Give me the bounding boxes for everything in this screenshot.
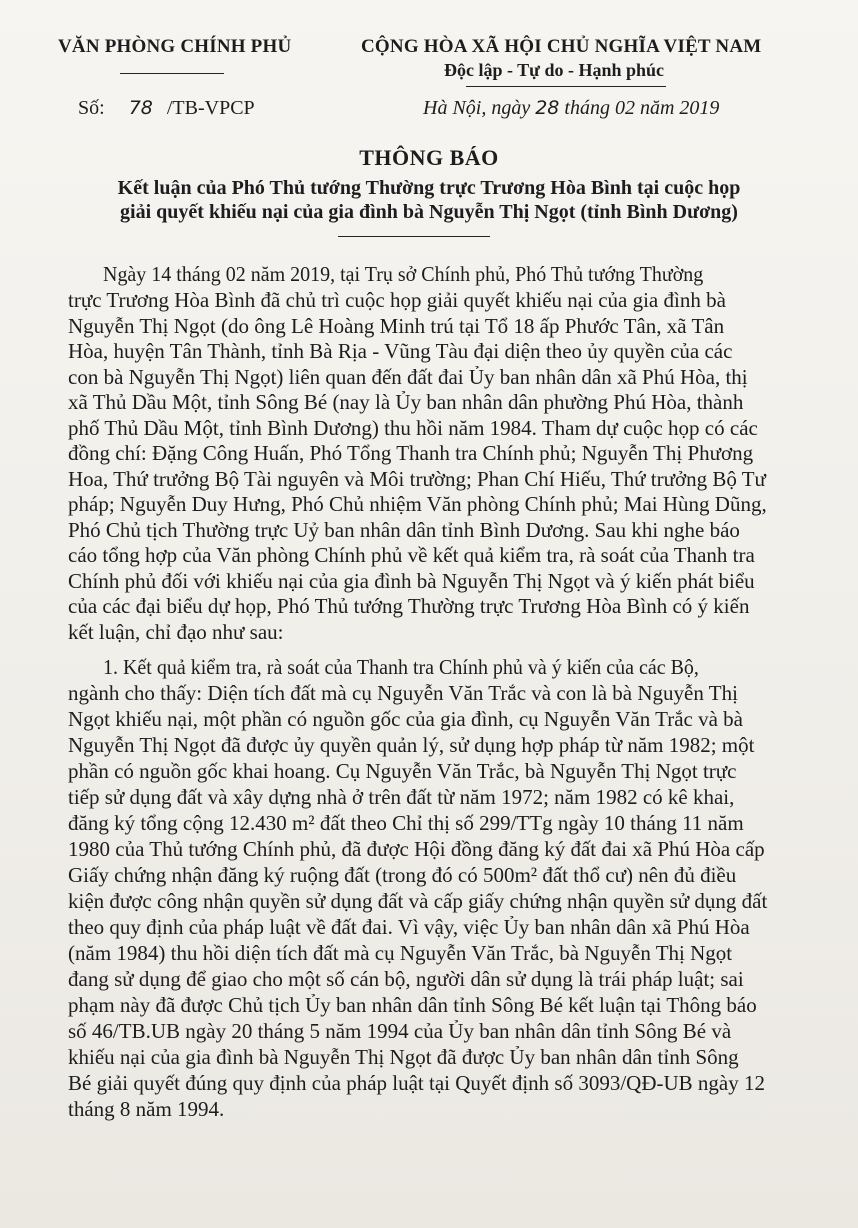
body-line: Hoa, Thứ trưởng Bộ Tài nguyên và Môi trường; Phan Chí Hiếu, Thứ trưởng Bộ Tư bbox=[68, 467, 766, 491]
body-line: theo quy định của pháp luật về đất đai. Vì vậy, việc Ủy ban nhân dân xã Phú Hòa bbox=[68, 915, 750, 939]
body-line: đang sử dụng để giao cho một số cán bộ, người dân sử dụng là trái pháp luật; sai bbox=[68, 967, 744, 991]
body-line: của các đại biểu dự họp, Phó Thủ tướng Thường trực Trương Hòa Bình có ý kiến bbox=[68, 594, 750, 618]
body-line: ngành cho thấy: Diện tích đất mà cụ Nguyễn Văn Trắc và con là bà Nguyễn Thị bbox=[68, 681, 738, 705]
date-day: 28 bbox=[535, 97, 560, 119]
body-line: khiếu nại của gia đình bà Nguyễn Thị Ngọt đã được Ủy ban nhân dân tỉnh Sông bbox=[68, 1045, 739, 1069]
body-line: Nguyễn Thị Ngọt đã được ủy quyền quản lý, sử dụng hợp pháp từ năm 1982; một bbox=[68, 733, 755, 757]
national-motto: Độc lập - Tự do - Hạnh phúc bbox=[444, 60, 665, 80]
body-line: (năm 1984) thu hồi diện tích đất mà cụ Nguyễn Văn Trắc, bà Nguyễn Thị Ngọt bbox=[68, 941, 733, 965]
document-number-suffix: /TB-VPCP bbox=[166, 97, 255, 119]
body-line: Ngọt khiếu nại, một phần có nguồn gốc của gia đình, cụ Nguyễn Văn Trắc và bà bbox=[68, 707, 743, 731]
body-line: 1. Kết quả kiểm tra, rà soát của Thanh tra Chính phủ và ý kiến của các Bộ, bbox=[103, 655, 699, 679]
date-prefix: Hà Nội, ngày bbox=[423, 97, 531, 119]
issuing-organization: VĂN PHÒNG CHÍNH PHỦ bbox=[58, 36, 292, 57]
document-number bbox=[78, 97, 255, 120]
body-line: Ngày 14 tháng 02 năm 2019, tại Trụ sở Chính phủ, Phó Thủ tướng Thường bbox=[103, 262, 704, 286]
body-line: kiện được công nhận quyền sử dụng đất và cấp giấy chứng nhận quyền sử dụng đất bbox=[68, 889, 768, 913]
document-title: THÔNG BÁO bbox=[359, 145, 499, 170]
body-line: phố Thủ Dầu Một, tỉnh Bình Dương) thu hồi năm 1984. Tham dự cuộc họp có các bbox=[68, 416, 758, 440]
document-subtitle-line: giải quyết khiếu nại của gia đình bà Nguyễn Thị Ngọt (tỉnh Bình Dương) bbox=[120, 201, 738, 223]
document-date bbox=[423, 97, 719, 120]
body-line: tháng 8 năm 1994. bbox=[68, 1097, 225, 1121]
body-line: phần có nguồn gốc khai hoang. Cụ Nguyễn Văn Trắc, bà Nguyễn Thị Ngọt trực bbox=[68, 759, 737, 783]
body-line: cáo tổng hợp của Văn phòng Chính phủ về kết quả kiểm tra, rà soát của Thanh tra bbox=[68, 543, 755, 567]
body-line: kết luận, chỉ đạo như sau: bbox=[68, 620, 284, 644]
body-line: Bé giải quyết đúng quy định của pháp luật tại Quyết định số 3093/QĐ-UB ngày 12 bbox=[68, 1071, 765, 1095]
subtitle-underline bbox=[338, 236, 490, 237]
body-line: phạm này đã được Chủ tịch Ủy ban nhân dân tỉnh Sông Bé kết luận tại Thông báo bbox=[68, 993, 757, 1017]
document-number-value: 78 bbox=[128, 97, 153, 119]
body-line: Giấy chứng nhận đăng ký ruộng đất (trong đó có 500m² đất thổ cư) nên đủ điều bbox=[68, 863, 737, 887]
body-line: con bà Nguyễn Thị Ngọt) liên quan đến đất đai Ủy ban nhân dân xã Phú Hòa, thị bbox=[68, 365, 748, 389]
motto-underline bbox=[466, 86, 666, 87]
date-suffix: tháng 02 năm 2019 bbox=[564, 97, 720, 119]
body-line: Hòa, huyện Tân Thành, tỉnh Bà Rịa - Vũng Tàu đại diện theo ủy quyền của các bbox=[68, 339, 733, 363]
document-number-label: Số: bbox=[78, 97, 105, 119]
body-line: trực Trương Hòa Bình đã chủ trì cuộc họp giải quyết khiếu nại của gia đình bà bbox=[68, 288, 726, 312]
body-line: đăng ký tổng cộng 12.430 m² đất theo Chỉ thị số 299/TTg ngày 10 tháng 11 năm bbox=[68, 811, 744, 835]
body-line: số 46/TB.UB ngày 20 tháng 5 năm 1994 của Ủy ban nhân dân tỉnh Sông Bé và bbox=[68, 1019, 732, 1043]
body-line: 1980 của Thủ tướng Chính phủ, đã được Hội đồng đăng ký đất đai xã Phú Hòa cấp bbox=[68, 837, 765, 861]
body-line: Phó Chủ tịch Thường trực Uỷ ban nhân dân tỉnh Bình Dương. Sau khi nghe báo bbox=[68, 518, 740, 542]
org-underline bbox=[120, 73, 224, 74]
body-line: Chính phủ đối với khiếu nại của gia đình bà Nguyễn Thị Ngọt và ý kiến phát biểu bbox=[68, 569, 755, 593]
body-line: pháp; Nguyễn Duy Hưng, Phó Chủ nhiệm Văn phòng Chính phủ; Mai Hùng Dũng, bbox=[68, 492, 767, 516]
document-subtitle-line: Kết luận của Phó Thủ tướng Thường trực Trương Hòa Bình tại cuộc họp bbox=[117, 177, 741, 199]
body-line: xã Thủ Dầu Một, tỉnh Sông Bé (nay là Ủy ban nhân dân phường Phú Hòa, thành bbox=[68, 390, 744, 414]
body-line: tiếp sử dụng đất và xây dựng nhà ở trên đất từ năm 1972; năm 1982 có kê khai, bbox=[68, 785, 735, 809]
body-line: Nguyễn Thị Ngọt (do ông Lê Hoàng Minh trú tại Tổ 18 ấp Phước Tân, xã Tân bbox=[68, 314, 725, 338]
national-title: CỘNG HÒA XÃ HỘI CHỦ NGHĨA VIỆT NAM bbox=[361, 36, 762, 57]
body-line: đồng chí: Đặng Công Huấn, Phó Tổng Thanh tra Chính phủ; Nguyễn Thị Phương bbox=[68, 441, 754, 465]
